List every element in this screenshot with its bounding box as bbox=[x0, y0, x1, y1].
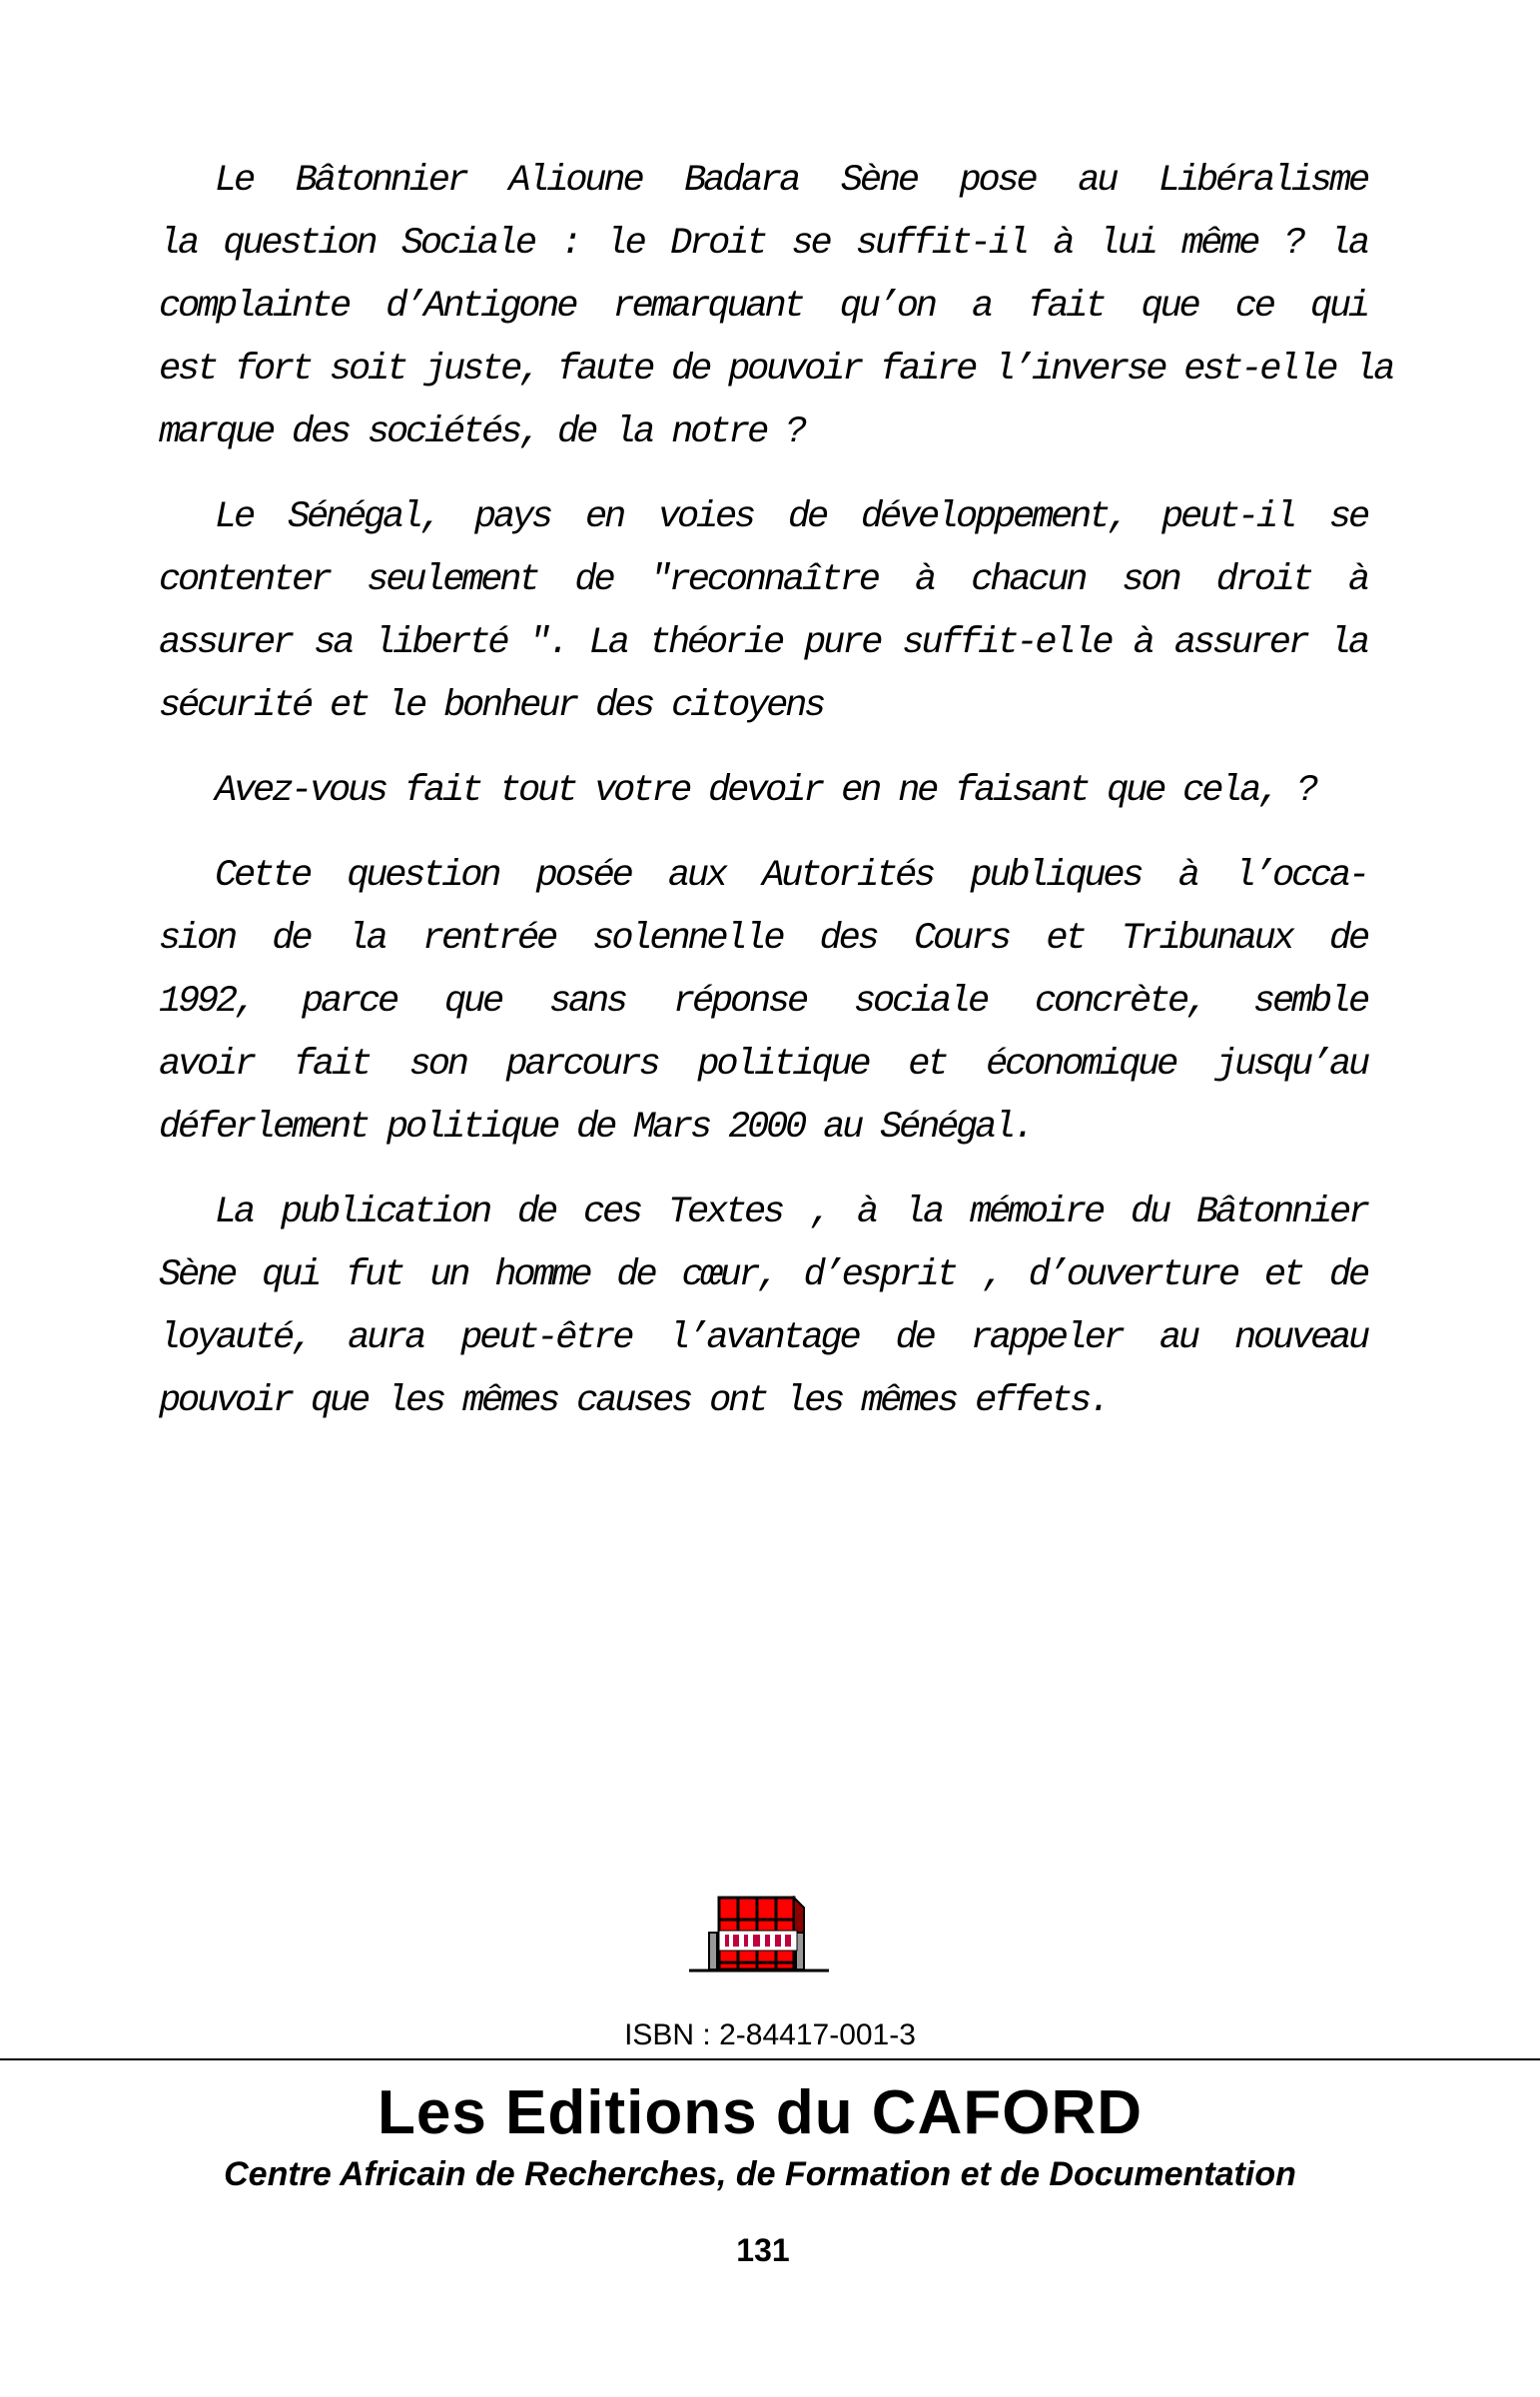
text-line: la question Sociale : le Droit se suffit-il à lui même ? la bbox=[159, 223, 1367, 265]
body-text bbox=[159, 150, 1393, 1455]
text-line: est fort soit juste, faute de pouvoir faire l’inverse est-elle la bbox=[159, 349, 1393, 391]
text-line: loyauté, aura peut-être l’avantage de rappeler au nouveau bbox=[159, 1317, 1367, 1359]
text-line: complainte d’Antigone remarquant qu’on a fait que ce qui bbox=[159, 286, 1367, 328]
text-line: Le Sénégal, pays en voies de développement, peut-il se bbox=[215, 496, 1367, 538]
publisher-name: Les Editions du CAFORD bbox=[378, 2078, 1143, 2147]
publisher-subtitle: Centre Africain de Recherches, de Formation et de Documentation bbox=[224, 2155, 1296, 2193]
paragraph bbox=[159, 486, 1367, 738]
text-line: assurer sa liberté ". La théorie pure suffit-elle à assurer la bbox=[159, 622, 1367, 664]
text-line: sion de la rentrée solennelle des Cours et Tribunaux de bbox=[159, 918, 1367, 960]
text-line: Avez-vous fait tout votre devoir en ne faisant que cela, ? bbox=[215, 770, 1316, 812]
paragraph bbox=[159, 150, 1393, 464]
text-line: La publication de ces Textes , à la mémoire du Bâtonnier bbox=[215, 1192, 1367, 1233]
text-line: contenter seulement de "reconnaître à chacun son droit à bbox=[159, 559, 1367, 601]
text-line: pouvoir que les mêmes causes ont les mêmes effets. bbox=[159, 1380, 1109, 1422]
text-line: marque des sociétés, de la notre ? bbox=[159, 411, 805, 453]
text-line: 1992, parce que sans réponse sociale concrète, semble bbox=[159, 981, 1367, 1023]
paragraph bbox=[159, 845, 1367, 1160]
divider bbox=[0, 2058, 1540, 2060]
paragraph bbox=[159, 760, 1367, 823]
isbn: ISBN : 2-84417-001-3 bbox=[624, 2018, 916, 2051]
text-line: Sène qui fut un homme de cœur, d’esprit , d’ouverture et de bbox=[159, 1254, 1367, 1296]
publisher-logo-icon bbox=[689, 1893, 829, 1975]
paragraph bbox=[159, 1182, 1367, 1433]
text-line: Cette question posée aux Autorités publiques à l’occa- bbox=[215, 855, 1367, 897]
text-line: avoir fait son parcours politique et économique jusqu’au bbox=[159, 1044, 1367, 1086]
page-number: 131 bbox=[736, 2232, 790, 2268]
text-line: Le Bâtonnier Alioune Badara Sène pose au Libéralisme bbox=[215, 160, 1367, 202]
text-line: déferlement politique de Mars 2000 au Sénégal. bbox=[159, 1107, 1033, 1149]
text-line: sécurité et le bonheur des citoyens bbox=[159, 685, 824, 727]
